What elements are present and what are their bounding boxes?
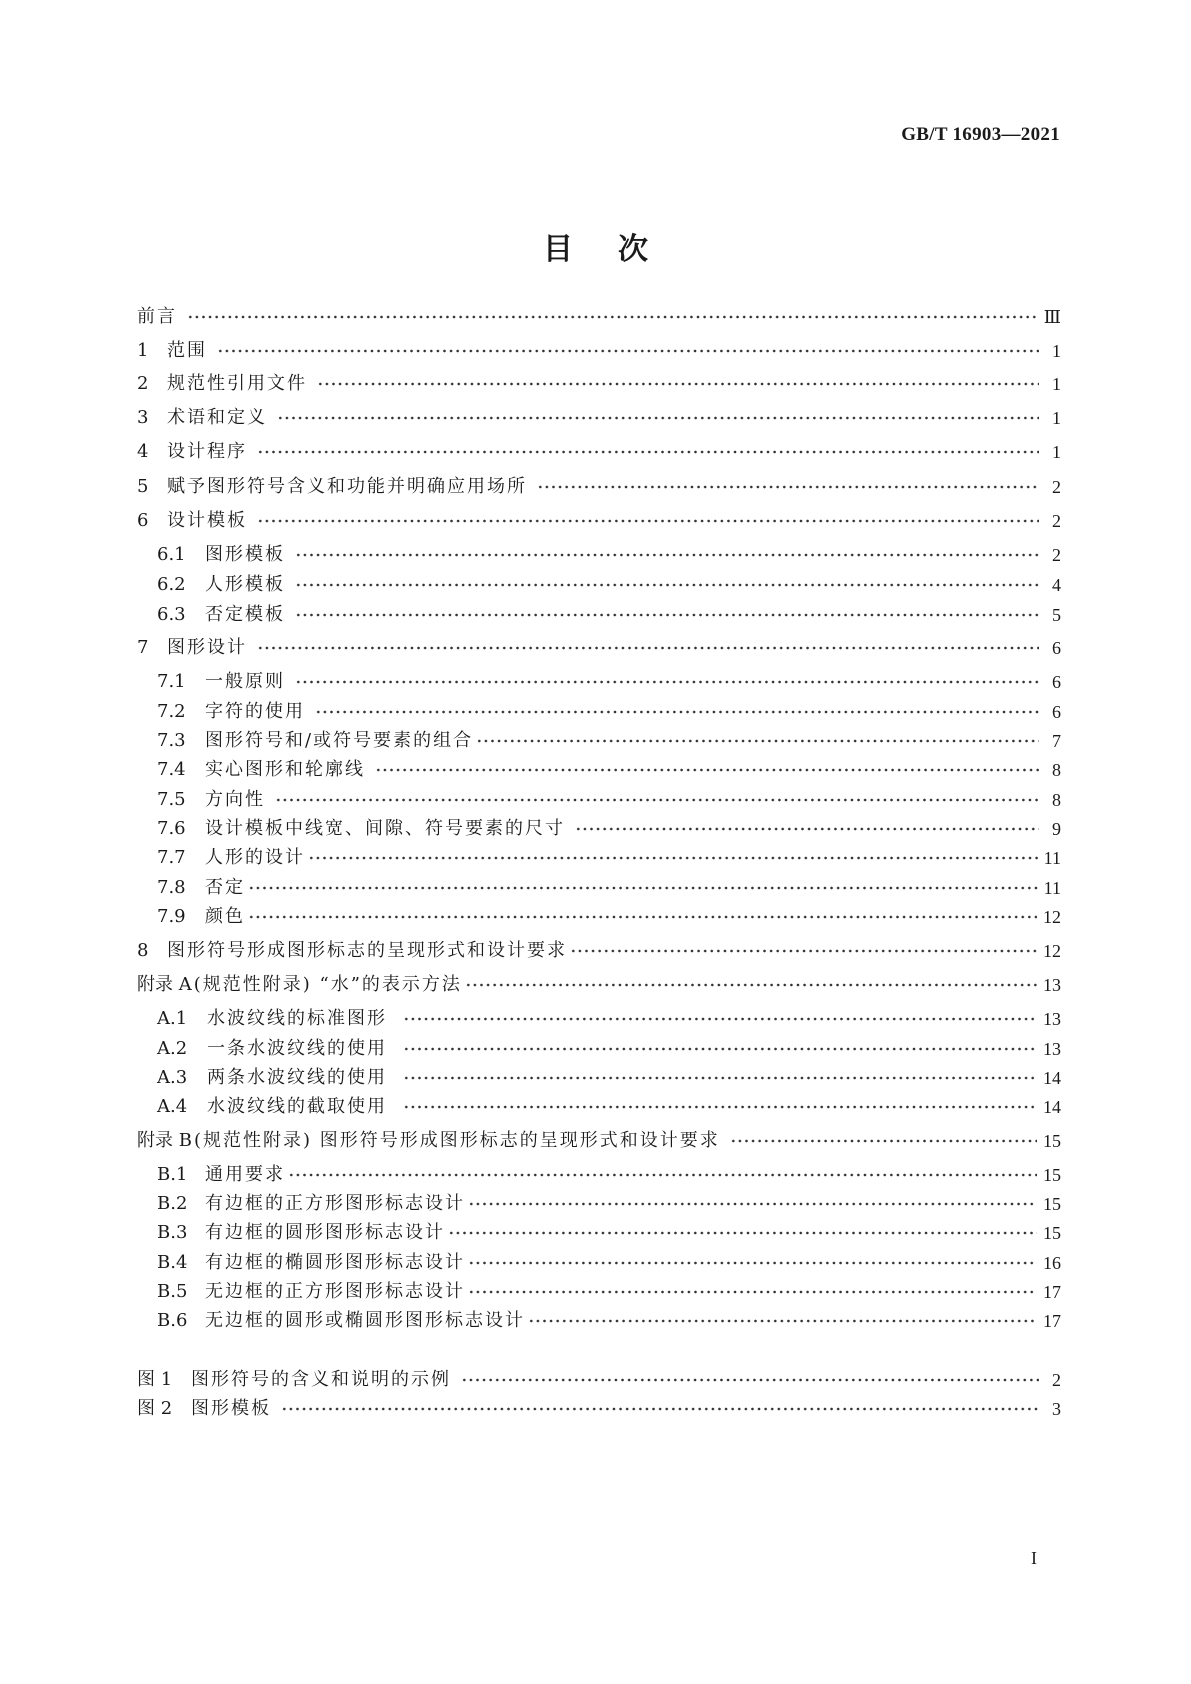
toc-entry-label: 设计程序 <box>167 441 247 462</box>
toc-entry-label: 颜色 <box>205 906 245 927</box>
dot-leader <box>315 708 1039 716</box>
toc-entry-label: 否定 <box>205 877 245 898</box>
toc-entry-number: B.5 <box>157 1281 188 1302</box>
toc-entry-label: 图形符号的含义和说明的示例 <box>191 1369 451 1390</box>
toc-entry-page: 3 <box>1052 1399 1061 1419</box>
dot-leader <box>217 347 1039 355</box>
toc-entry-page: 11 <box>1043 878 1061 898</box>
toc-entry-label: 赋予图形符号含义和功能并明确应用场所 <box>167 476 527 497</box>
toc-entry[interactable] <box>157 903 1061 931</box>
toc-entry[interactable] <box>137 937 1061 965</box>
toc-entry-page: Ⅲ <box>1043 307 1061 327</box>
toc-entry-label: 设计模板中线宽、间隙、符号要素的尺寸 <box>205 818 565 839</box>
dot-leader <box>257 644 1039 652</box>
toc-entry[interactable] <box>137 1127 1061 1155</box>
toc-entry-number: B.2 <box>157 1193 188 1214</box>
toc-entry-number: 5 <box>137 476 149 497</box>
toc-entry-page: 4 <box>1052 575 1061 595</box>
toc-entry-page: 2 <box>1052 477 1061 497</box>
document-code: GB/T 16903—2021 <box>901 124 1060 145</box>
toc-entry-label: 人形的设计 <box>205 847 305 868</box>
toc-entry-number: 7.6 <box>157 818 186 839</box>
toc-entry-label: 前言 <box>137 306 177 327</box>
toc-entry-number: 附录 B <box>137 1130 192 1151</box>
toc-entry-page: 6 <box>1052 638 1061 658</box>
toc-entry-label: 实心图形和轮廓线 <box>205 759 365 780</box>
toc-entry[interactable] <box>157 1190 1061 1218</box>
toc-entry[interactable] <box>157 1307 1061 1335</box>
toc-entry[interactable] <box>137 473 1061 501</box>
dot-leader <box>575 825 1039 833</box>
dot-leader <box>295 678 1039 686</box>
toc-entry[interactable] <box>137 303 1061 331</box>
toc-entry-label: 设计模板 <box>167 510 247 531</box>
toc-entry-page: 16 <box>1043 1253 1061 1273</box>
toc-entry-page: 15 <box>1043 1131 1061 1151</box>
dot-leader <box>288 1171 1037 1179</box>
toc-entry-label: 否定模板 <box>205 604 285 625</box>
toc-entry-number: 7.1 <box>157 671 186 692</box>
dot-leader <box>537 483 1039 491</box>
toc-entry-number: A.2 <box>157 1038 188 1059</box>
page-number: I <box>1031 1548 1037 1568</box>
toc-entry-label: (规范性附录) “水”的表示方法 <box>193 974 462 995</box>
toc-entry-number: 7 <box>137 637 149 658</box>
dot-leader <box>403 1045 1037 1053</box>
toc-entry-page: 6 <box>1052 702 1061 722</box>
toc-entry-number: 7.4 <box>157 759 186 780</box>
toc-entry-page: 1 <box>1052 442 1061 462</box>
toc-entry[interactable] <box>157 727 1061 755</box>
toc-entry-number: A.1 <box>157 1008 188 1029</box>
dot-leader <box>275 796 1039 804</box>
toc-entry[interactable] <box>157 1005 1061 1033</box>
toc-entry-number: 图 1 <box>137 1369 173 1390</box>
toc-entry[interactable] <box>157 698 1061 726</box>
toc-entry[interactable] <box>157 541 1061 569</box>
toc-entry-label: 图形符号形成图形标志的呈现形式和设计要求 <box>167 940 567 961</box>
toc-entry-number: 3 <box>137 407 149 428</box>
dot-leader <box>476 737 1039 745</box>
toc-entry-number: A.3 <box>157 1067 188 1088</box>
toc-entry-number: 7.3 <box>157 730 186 751</box>
toc-entry-number: 6 <box>137 510 149 531</box>
toc-entry-page: 5 <box>1052 605 1061 625</box>
dot-leader <box>187 313 1038 321</box>
toc-entry-label: 一般原则 <box>205 671 285 692</box>
toc-entry-number: 7.2 <box>157 701 186 722</box>
dot-leader <box>257 448 1039 456</box>
dot-leader <box>403 1103 1037 1111</box>
toc-entry-page: 13 <box>1043 1039 1061 1059</box>
toc-entry-number: 8 <box>137 940 149 961</box>
page-title: 目次 <box>543 232 693 267</box>
toc-entry-number: 7.8 <box>157 877 186 898</box>
toc-entry[interactable] <box>137 971 1061 999</box>
toc-entry[interactable] <box>157 601 1061 629</box>
toc-entry-number: B.6 <box>157 1310 188 1331</box>
toc-entry-page: 7 <box>1052 731 1061 751</box>
dot-leader <box>308 854 1038 862</box>
toc-entry-label: 通用要求 <box>205 1164 285 1185</box>
toc-entry-label: 无边框的圆形或椭圆形图形标志设计 <box>205 1310 525 1331</box>
dot-leader <box>468 1200 1037 1208</box>
toc-entry-page: 17 <box>1043 1311 1061 1331</box>
toc-entry-number: 2 <box>137 373 149 394</box>
toc-entry-page: 12 <box>1043 907 1061 927</box>
dot-leader <box>465 981 1037 989</box>
toc-entry-page: 2 <box>1052 545 1061 565</box>
toc-entry[interactable] <box>157 1064 1061 1092</box>
toc-entry[interactable] <box>157 668 1061 696</box>
toc-entry-label: 人形模板 <box>205 574 285 595</box>
dot-leader <box>295 581 1039 589</box>
toc-entry-number: B.1 <box>157 1164 188 1185</box>
toc-entry-label: 图形设计 <box>167 637 247 658</box>
toc-entry[interactable] <box>157 756 1061 784</box>
dot-leader <box>257 517 1039 525</box>
dot-leader <box>730 1137 1037 1145</box>
toc-entry-label: 术语和定义 <box>167 407 267 428</box>
toc-entry-page: 13 <box>1043 975 1061 995</box>
toc-entry[interactable] <box>137 507 1061 535</box>
toc-entry-page: 14 <box>1043 1097 1061 1117</box>
toc-entry-number: A.4 <box>157 1096 188 1117</box>
dot-leader <box>448 1229 1037 1237</box>
toc-entry-page: 2 <box>1052 511 1061 531</box>
toc-entry-label: 范围 <box>167 340 207 361</box>
toc-entry[interactable] <box>137 438 1061 466</box>
toc-entry[interactable] <box>137 404 1061 432</box>
toc-entry[interactable] <box>137 337 1061 365</box>
toc-entry-page: 12 <box>1043 941 1061 961</box>
toc-entry-page: 6 <box>1052 672 1061 692</box>
toc-entry-number: 7.9 <box>157 906 186 927</box>
toc-entry[interactable] <box>157 815 1061 843</box>
toc-entry-number: B.3 <box>157 1222 188 1243</box>
dot-leader <box>403 1015 1037 1023</box>
toc-entry[interactable] <box>157 874 1061 902</box>
dot-leader <box>295 551 1039 559</box>
dot-leader <box>248 884 1038 892</box>
toc-entry-number: 附录 A <box>137 974 192 995</box>
toc-entry-label: 水波纹线的截取使用 <box>207 1096 387 1117</box>
toc-entry[interactable] <box>157 1249 1061 1277</box>
dot-leader <box>468 1259 1037 1267</box>
dot-leader <box>528 1317 1037 1325</box>
dot-leader <box>317 380 1039 388</box>
dot-leader <box>570 947 1037 955</box>
toc-entry-page: 2 <box>1052 1370 1061 1390</box>
toc-entry-number: 6.2 <box>157 574 186 595</box>
toc-entry-page: 17 <box>1043 1282 1061 1302</box>
dot-leader <box>468 1288 1037 1296</box>
toc-entry[interactable] <box>137 1366 1061 1394</box>
toc-entry-label: (规范性附录) 图形符号形成图形标志的呈现形式和设计要求 <box>193 1130 720 1151</box>
toc-entry-label: 一条水波纹线的使用 <box>207 1038 387 1059</box>
toc-entry-label: 无边框的正方形图形标志设计 <box>205 1281 465 1302</box>
toc-entry[interactable] <box>157 844 1061 872</box>
toc-entry[interactable] <box>157 1161 1061 1189</box>
toc-entry-page: 8 <box>1052 760 1061 780</box>
toc-entry-page: 1 <box>1052 374 1061 394</box>
dot-leader <box>248 913 1037 921</box>
toc-entry-label: 有边框的正方形图形标志设计 <box>205 1193 465 1214</box>
toc-entry[interactable] <box>157 571 1061 599</box>
toc-entry-number: 7.7 <box>157 847 186 868</box>
toc-entry-number: 7.5 <box>157 789 186 810</box>
toc-entry-label: 有边框的椭圆形图形标志设计 <box>205 1252 465 1273</box>
toc-entry-number: B.4 <box>157 1252 188 1273</box>
toc-entry[interactable] <box>137 1395 1061 1423</box>
toc-entry-page: 1 <box>1052 341 1061 361</box>
dot-leader <box>461 1376 1039 1384</box>
toc-entry-page: 11 <box>1043 848 1061 868</box>
toc-entry-label: 字符的使用 <box>205 701 305 722</box>
toc-entry[interactable] <box>157 786 1061 814</box>
toc-entry[interactable] <box>157 1093 1061 1121</box>
toc-entry-label: 两条水波纹线的使用 <box>207 1067 387 1088</box>
toc-entry[interactable] <box>157 1035 1061 1063</box>
toc-entry[interactable] <box>157 1278 1061 1306</box>
toc-entry-page: 15 <box>1043 1194 1061 1214</box>
toc-entry-page: 9 <box>1052 819 1061 839</box>
toc-entry-page: 1 <box>1052 408 1061 428</box>
toc-entry-number: 4 <box>137 441 149 462</box>
dot-leader <box>277 414 1039 422</box>
toc-entry-number: 6.1 <box>157 544 186 565</box>
toc-entry-number: 图 2 <box>137 1398 173 1419</box>
dot-leader <box>403 1074 1037 1082</box>
toc-entry-label: 图形模板 <box>191 1398 271 1419</box>
toc-entry-page: 14 <box>1043 1068 1061 1088</box>
toc-entry-label: 有边框的圆形图形标志设计 <box>205 1222 445 1243</box>
toc-entry-page: 13 <box>1043 1009 1061 1029</box>
toc-entry-page: 15 <box>1043 1165 1061 1185</box>
toc-entry-label: 图形模板 <box>205 544 285 565</box>
toc-entry-label: 规范性引用文件 <box>167 373 307 394</box>
toc-entry[interactable] <box>137 370 1061 398</box>
toc-entry-page: 8 <box>1052 790 1061 810</box>
toc-entry[interactable] <box>137 634 1061 662</box>
toc-entry-label: 水波纹线的标准图形 <box>207 1008 387 1029</box>
toc-entry-page: 15 <box>1043 1223 1061 1243</box>
dot-leader <box>295 611 1039 619</box>
toc-entry[interactable] <box>157 1219 1061 1247</box>
toc-entry-label: 图形符号和/或符号要素的组合 <box>205 730 474 751</box>
toc-entry-label: 方向性 <box>205 789 265 810</box>
toc-entry-number: 6.3 <box>157 604 186 625</box>
toc-entry-number: 1 <box>137 340 149 361</box>
dot-leader <box>281 1405 1039 1413</box>
dot-leader <box>375 766 1039 774</box>
